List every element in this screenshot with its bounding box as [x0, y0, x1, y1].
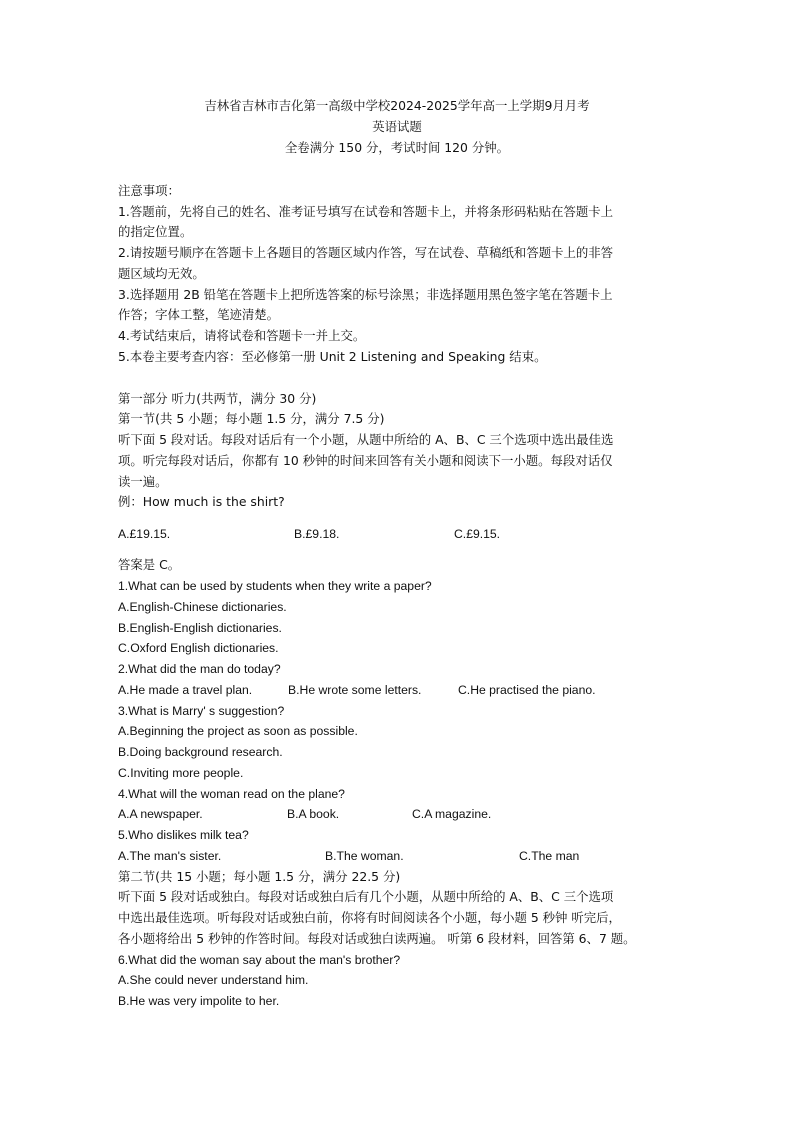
section1-instructions: 项。听完每段对话后，你都有 10 秒钟的时间来回答有关小题和阅读下一小题。每段对话仅 — [118, 453, 613, 468]
q2-option-c: C.He practised the piano. — [458, 683, 596, 697]
q5-option-a: A.The man's sister. — [118, 849, 222, 863]
q4-option-c: C.A magazine. — [412, 807, 492, 821]
notes-line: 的指定位置。 — [118, 224, 193, 239]
q2-option-a: A.He made a travel plan. — [118, 683, 253, 697]
notes-line: 作答；字体工整，笔迹清楚。 — [118, 307, 280, 322]
section1-instructions: 读一遍。 — [118, 474, 168, 489]
example-answer: 答案是 C。 — [118, 557, 181, 572]
section1-instructions: 听下面 5 段对话。每段对话后有一个小题，从题中所给的 A、B、C 三个选项中选出最佳选 — [118, 432, 614, 447]
notes-line: 1.答题前，先将自己的姓名、准考证号填写在试卷和答题卡上，并将条形码粘贴在答题卡上 — [118, 204, 614, 219]
example-option-b: B.£9.18. — [294, 527, 340, 541]
q2-option-b: B.He wrote some letters. — [288, 683, 422, 697]
question-2: 2.What did the man do today? — [118, 662, 281, 676]
q3-option-c: C.Inviting more people. — [118, 766, 244, 780]
exam-subtitle: 英语试题 — [372, 119, 422, 134]
exam-info: 全卷满分 150 分，考试时间 120 分钟。 — [284, 140, 510, 155]
question-1: 1.What can be used by students when they write a paper? — [118, 579, 432, 593]
q4-option-b: B.A book. — [287, 807, 340, 821]
part1-heading: 第一部分 听力(共两节，满分 30 分) — [118, 391, 317, 406]
question-4: 4.What will the woman read on the plane? — [118, 787, 345, 801]
q6-option-a: A.She could never understand him. — [118, 973, 309, 987]
q1-option-b: B.English-English dictionaries. — [118, 621, 282, 635]
q3-option-a: A.Beginning the project as soon as possible. — [118, 724, 358, 738]
question-6: 6.What did the woman say about the man's brother? — [118, 953, 401, 967]
notes-line: 4.考试结束后，请将试卷和答题卡一并上交。 — [118, 328, 366, 343]
section2-instructions: 中选出最佳选项。听每段对话或独白前，你将有时间阅读各个小题，每小题 5 秒钟 听完后， — [118, 910, 621, 925]
example-option-c: C.£9.15. — [454, 527, 501, 541]
q3-option-b: B.Doing background research. — [118, 745, 283, 759]
section2-instructions: 听下面 5 段对话或独白。每段对话或独白后有几个小题，从题中所给的 A、B、C 三个选项 — [118, 889, 614, 904]
notes-line: 2.请按题号顺序在答题卡上各题目的答题区域内作答，写在试卷、草稿纸和答题卡上的非答 — [118, 245, 614, 260]
question-5: 5.Who dislikes milk tea? — [118, 828, 249, 842]
notes-heading: 注意事项： — [118, 183, 180, 198]
q5-option-b: B.The woman. — [325, 849, 404, 863]
q1-option-c: C.Oxford English dictionaries. — [118, 641, 279, 655]
q1-option-a: A.English-Chinese dictionaries. — [118, 600, 287, 614]
section2-instructions: 各小题将给出 5 秒钟的作答时间。每段对话或独白读两遍。 听第 6 段材料，回答第 6、7 题。 — [118, 931, 636, 946]
example-option-a: A.£19.15. — [118, 527, 171, 541]
section2-heading: 第二节(共 15 小题；每小题 1.5 分，满分 22.5 分) — [118, 869, 401, 884]
q5-option-c: C.The man — [519, 849, 580, 863]
section1-heading: 第一节(共 5 小题；每小题 1.5 分，满分 7.5 分) — [118, 411, 385, 426]
q6-option-b: B.He was very impolite to her. — [118, 994, 280, 1008]
notes-line: 3.选择题用 2B 铅笔在答题卡上把所选答案的标号涂黑；非选择题用黑色签字笔在答题卡上 — [118, 287, 613, 302]
notes-line: 题区域均无效。 — [118, 266, 205, 281]
exam-title: 吉林省吉林市吉化第一高级中学校2024-2025学年高一上学期9月月考 — [204, 98, 590, 113]
question-3: 3.What is Marry' s suggestion? — [118, 704, 285, 718]
example-question: 例：How much is the shirt? — [118, 494, 285, 509]
notes-line: 5.本卷主要考查内容：至必修第一册 Unit 2 Listening and Speaking 结束。 — [118, 349, 547, 364]
q4-option-a: A.A newspaper. — [118, 807, 203, 821]
